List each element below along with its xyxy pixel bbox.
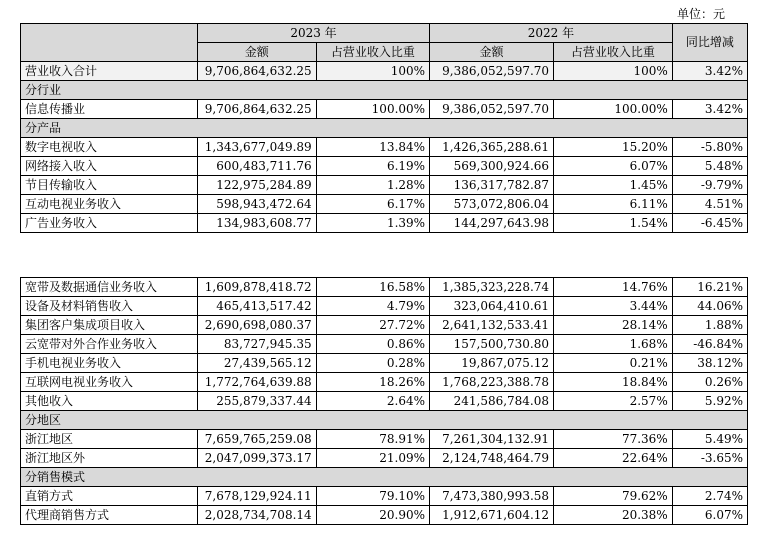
share-2022: 6.11% bbox=[554, 195, 673, 214]
table-row bbox=[21, 138, 748, 157]
table-row bbox=[21, 487, 748, 506]
share-2022: 22.64% bbox=[554, 449, 673, 468]
share-2023: 2.64% bbox=[316, 392, 429, 411]
row-label: 集团客户集成项目收入 bbox=[21, 316, 198, 335]
section-industry: 分行业 bbox=[21, 81, 748, 100]
header-share-2023: 占营业收入比重 bbox=[316, 43, 429, 62]
row-label: 宽带及数据通信业务收入 bbox=[21, 278, 198, 297]
amount-2023: 122,975,284.89 bbox=[197, 176, 316, 195]
share-2022: 18.84% bbox=[554, 373, 673, 392]
amount-2023: 83,727,945.35 bbox=[197, 335, 316, 354]
amount-2023: 2,028,734,708.14 bbox=[197, 506, 316, 525]
amount-2022: 569,300,924.66 bbox=[430, 157, 554, 176]
table-row bbox=[21, 278, 748, 297]
share-2023: 4.79% bbox=[316, 297, 429, 316]
amount-2023: 1,343,677,049.89 bbox=[197, 138, 316, 157]
share-2023: 6.19% bbox=[316, 157, 429, 176]
share-2023: 79.10% bbox=[316, 487, 429, 506]
row-label: 节目传输收入 bbox=[21, 176, 198, 195]
share-2022: 14.76% bbox=[554, 278, 673, 297]
yoy-change: -9.79% bbox=[672, 176, 747, 195]
section-product: 分产品 bbox=[21, 119, 748, 138]
table-row bbox=[21, 392, 748, 411]
share-2022: 20.38% bbox=[554, 506, 673, 525]
table-row bbox=[21, 214, 748, 233]
share-2022: 77.36% bbox=[554, 430, 673, 449]
revenue-table-part-1 bbox=[20, 23, 748, 233]
share-2022: 100% bbox=[554, 62, 673, 81]
amount-2022: 7,261,304,132.91 bbox=[430, 430, 554, 449]
yoy-change: 5.48% bbox=[672, 157, 747, 176]
yoy-change: 1.88% bbox=[672, 316, 747, 335]
amount-2022: 1,426,365,288.61 bbox=[430, 138, 554, 157]
table-row bbox=[21, 297, 748, 316]
section-sales-mode: 分销售模式 bbox=[21, 468, 748, 487]
share-2023: 0.28% bbox=[316, 354, 429, 373]
yoy-change: 5.92% bbox=[672, 392, 747, 411]
share-2022: 15.20% bbox=[554, 138, 673, 157]
row-label: 其他收入 bbox=[21, 392, 198, 411]
table-row bbox=[21, 176, 748, 195]
share-2022: 1.68% bbox=[554, 335, 673, 354]
amount-2022: 7,473,380,993.58 bbox=[430, 487, 554, 506]
amount-2022: 1,912,671,604.12 bbox=[430, 506, 554, 525]
amount-2023: 7,659,765,259.08 bbox=[197, 430, 316, 449]
share-2022: 2.57% bbox=[554, 392, 673, 411]
row-label: 手机电视业务收入 bbox=[21, 354, 198, 373]
table-row bbox=[21, 430, 748, 449]
share-2023: 18.26% bbox=[316, 373, 429, 392]
amount-2023: 7,678,129,924.11 bbox=[197, 487, 316, 506]
row-label: 直销方式 bbox=[21, 487, 198, 506]
revenue-table-part-2 bbox=[20, 277, 748, 525]
share-2023: 0.86% bbox=[316, 335, 429, 354]
header-amount-2022: 金额 bbox=[430, 43, 554, 62]
table-row bbox=[21, 316, 748, 335]
row-label: 互动电视业务收入 bbox=[21, 195, 198, 214]
amount-2022: 144,297,643.98 bbox=[430, 214, 554, 233]
amount-2023: 1,772,764,639.88 bbox=[197, 373, 316, 392]
header-share-2022: 占营业收入比重 bbox=[554, 43, 673, 62]
section-region: 分地区 bbox=[21, 411, 748, 430]
header-row-years bbox=[21, 24, 748, 43]
amount-2023: 2,690,698,080.37 bbox=[197, 316, 316, 335]
section-row bbox=[21, 119, 748, 138]
share-2022: 0.21% bbox=[554, 354, 673, 373]
share-2023: 100% bbox=[316, 62, 429, 81]
yoy-change: 38.12% bbox=[672, 354, 747, 373]
amount-2022: 157,500,730.80 bbox=[430, 335, 554, 354]
amount-2023: 598,943,472.64 bbox=[197, 195, 316, 214]
share-2023: 16.58% bbox=[316, 278, 429, 297]
row-label: 云宽带对外合作业务收入 bbox=[21, 335, 198, 354]
row-label: 数字电视收入 bbox=[21, 138, 198, 157]
amount-2022: 573,072,806.04 bbox=[430, 195, 554, 214]
row-label: 网络接入收入 bbox=[21, 157, 198, 176]
amount-2022: 2,124,748,464.79 bbox=[430, 449, 554, 468]
yoy-change: -46.84% bbox=[672, 335, 747, 354]
row-label: 互联网电视业务收入 bbox=[21, 373, 198, 392]
amount-2022: 136,317,782.87 bbox=[430, 176, 554, 195]
share-2023: 20.90% bbox=[316, 506, 429, 525]
row-label: 信息传播业 bbox=[21, 100, 198, 119]
amount-2023: 465,413,517.42 bbox=[197, 297, 316, 316]
share-2023: 78.91% bbox=[316, 430, 429, 449]
amount-2023: 9,706,864,632.25 bbox=[197, 62, 316, 81]
yoy-change: 0.26% bbox=[672, 373, 747, 392]
yoy-change: 2.74% bbox=[672, 487, 747, 506]
amount-2022: 2,641,132,533.41 bbox=[430, 316, 554, 335]
share-2022: 100.00% bbox=[554, 100, 673, 119]
share-2023: 27.72% bbox=[316, 316, 429, 335]
yoy-change: -6.45% bbox=[672, 214, 747, 233]
section-row bbox=[21, 468, 748, 487]
table-row bbox=[21, 506, 748, 525]
row-label: 浙江地区 bbox=[21, 430, 198, 449]
yoy-change: 16.21% bbox=[672, 278, 747, 297]
table-row bbox=[21, 100, 748, 119]
table-row bbox=[21, 449, 748, 468]
table-row bbox=[21, 195, 748, 214]
section-row bbox=[21, 411, 748, 430]
yoy-change: 6.07% bbox=[672, 506, 747, 525]
yoy-change: 3.42% bbox=[672, 100, 747, 119]
row-label: 设备及材料销售收入 bbox=[21, 297, 198, 316]
table-row bbox=[21, 354, 748, 373]
row-label: 浙江地区外 bbox=[21, 449, 198, 468]
yoy-change: 5.49% bbox=[672, 430, 747, 449]
section-row bbox=[21, 81, 748, 100]
table-row bbox=[21, 62, 748, 81]
row-label: 营业收入合计 bbox=[21, 62, 198, 81]
amount-2022: 1,768,223,388.78 bbox=[430, 373, 554, 392]
amount-2023: 255,879,337.44 bbox=[197, 392, 316, 411]
amount-2022: 323,064,410.61 bbox=[430, 297, 554, 316]
share-2023: 21.09% bbox=[316, 449, 429, 468]
header-blank-cell bbox=[21, 24, 198, 62]
amount-2022: 19,867,075.12 bbox=[430, 354, 554, 373]
unit-label: 单位：元 bbox=[677, 7, 726, 21]
share-2023: 6.17% bbox=[316, 195, 429, 214]
amount-2022: 9,386,052,597.70 bbox=[430, 100, 554, 119]
table-row bbox=[21, 157, 748, 176]
amount-2023: 27,439,565.12 bbox=[197, 354, 316, 373]
share-2022: 6.07% bbox=[554, 157, 673, 176]
share-2022: 1.54% bbox=[554, 214, 673, 233]
row-label: 代理商销售方式 bbox=[21, 506, 198, 525]
yoy-change: 4.51% bbox=[672, 195, 747, 214]
yoy-change: 3.42% bbox=[672, 62, 747, 81]
amount-2023: 134,983,608.77 bbox=[197, 214, 316, 233]
header-yoy: 同比增减 bbox=[672, 24, 747, 62]
table-row bbox=[21, 335, 748, 354]
amount-2022: 1,385,323,228.74 bbox=[430, 278, 554, 297]
amount-2022: 241,586,784.08 bbox=[430, 392, 554, 411]
header-amount-2023: 金额 bbox=[197, 43, 316, 62]
amount-2023: 600,483,711.76 bbox=[197, 157, 316, 176]
yoy-change: 44.06% bbox=[672, 297, 747, 316]
share-2023: 13.84% bbox=[316, 138, 429, 157]
yoy-change: -3.65% bbox=[672, 449, 747, 468]
share-2023: 1.39% bbox=[316, 214, 429, 233]
amount-2023: 9,706,864,632.25 bbox=[197, 100, 316, 119]
header-year-2022: 2022 年 bbox=[430, 24, 673, 43]
share-2022: 79.62% bbox=[554, 487, 673, 506]
amount-2023: 1,609,878,418.72 bbox=[197, 278, 316, 297]
yoy-change: -5.80% bbox=[672, 138, 747, 157]
share-2022: 1.45% bbox=[554, 176, 673, 195]
table-row bbox=[21, 373, 748, 392]
share-2022: 3.44% bbox=[554, 297, 673, 316]
row-label: 广告业务收入 bbox=[21, 214, 198, 233]
amount-2023: 2,047,099,373.17 bbox=[197, 449, 316, 468]
amount-2022: 9,386,052,597.70 bbox=[430, 62, 554, 81]
header-year-2023: 2023 年 bbox=[197, 24, 429, 43]
share-2023: 1.28% bbox=[316, 176, 429, 195]
share-2023: 100.00% bbox=[316, 100, 429, 119]
share-2022: 28.14% bbox=[554, 316, 673, 335]
